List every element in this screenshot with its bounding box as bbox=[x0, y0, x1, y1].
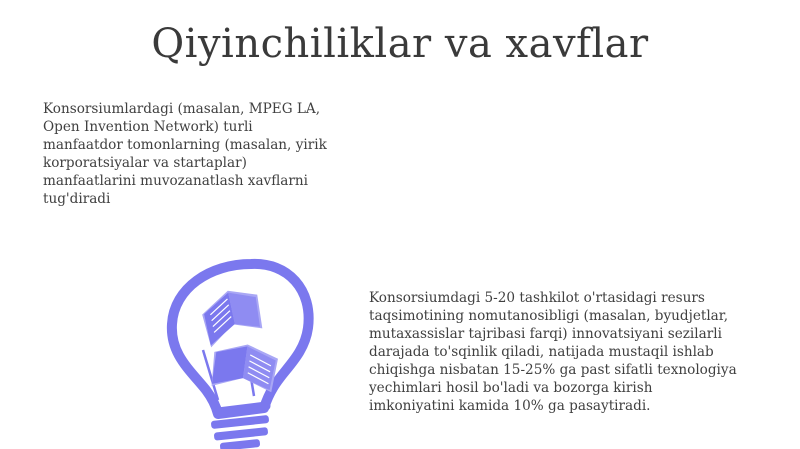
paragraph-resource-imbalance: Konsorsiumdagi 5-20 tashkilot o'rtasidagi resurs taqsimotining nomutanosibligi (masalan, byudjetlar, mutaxassislar tajribasi farqi) innovatsiyani sezilarli darajada to'sqinlik qiladi, natijada mustaqil ishlab chiqishga nisbatan 15-25% ga past sifatli texnologiya yechimlari hosil bo'ladi va bozorga kirish imkoniyatini kamida 10% ga pasaytiradi. bbox=[369, 290, 737, 414]
lightbulb-with-books-icon bbox=[148, 250, 323, 449]
paragraph-consortium-risks: Konsorsiumlardagi (masalan, MPEG LA, Open Invention Network) turli manfaatdor tomonlarning (masalan, yirik korporatsiyalar va startaplar) manfaatlarini muvozanatlash xavflarni tug'diradi bbox=[43, 101, 327, 207]
slide-title: Qiyinchiliklar va xavflar bbox=[151, 21, 649, 67]
